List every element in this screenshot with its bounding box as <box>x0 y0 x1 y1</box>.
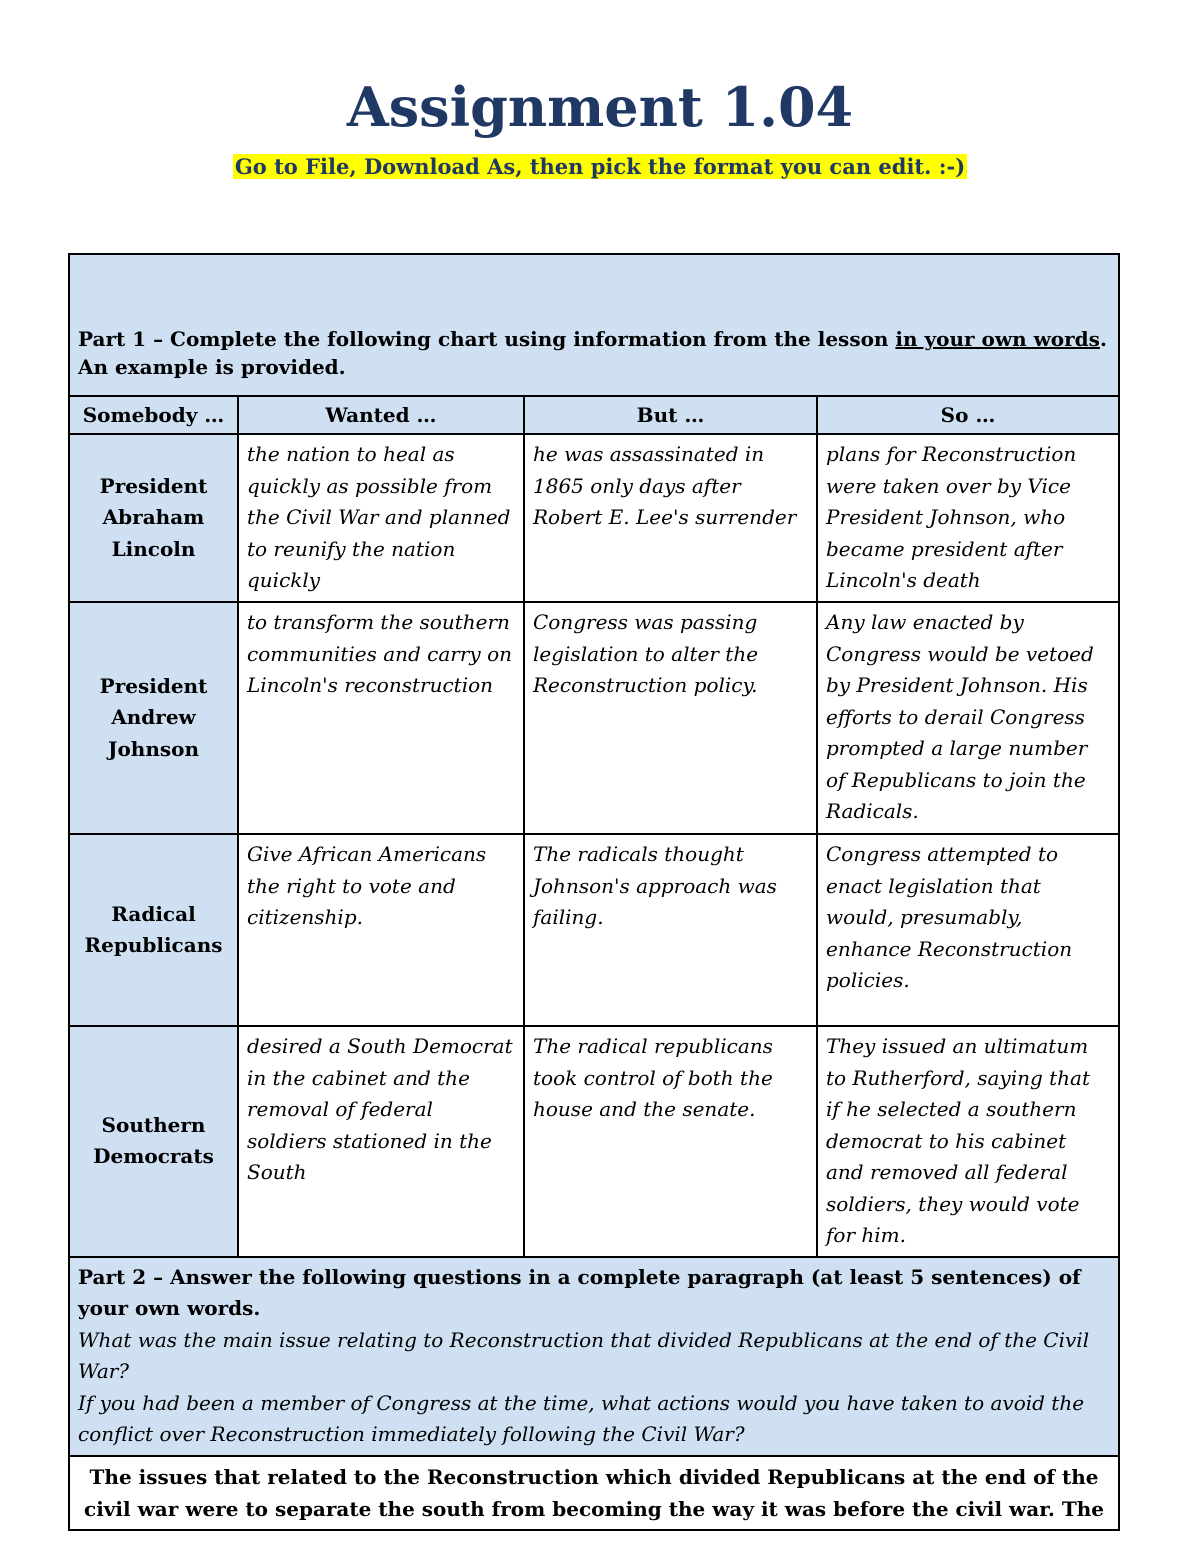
part1-lead: Part 1 – Complete the following chart using information from the lesson <box>78 327 896 351</box>
somebody-cell: President Abraham Lincoln <box>69 434 238 602</box>
part1-tail: . An example is provided. <box>78 327 1107 379</box>
table-row <box>69 1026 1119 1257</box>
table-row <box>69 602 1119 834</box>
instruction-text: Go to File, Download As, then pick the format you can edit. :-) <box>234 154 966 179</box>
part1-instructions <box>69 254 1119 396</box>
part2-question-1: What was the main issue relating to Reconstruction that divided Republicans at the end of the Civil War? <box>78 1327 1090 1383</box>
but-cell[interactable]: The radicals thought Johnson's approach was failing. <box>524 834 817 1026</box>
wanted-cell[interactable]: to transform the southern communities and carry on Lincoln's reconstruction <box>238 602 524 834</box>
column-header-wanted: Wanted … <box>238 396 524 434</box>
part1-underlined: in your own words <box>895 327 1100 351</box>
column-header-somebody: Somebody … <box>69 396 238 434</box>
wanted-cell[interactable]: desired a South Democrat in the cabinet and the removal of federal soldiers stationed in the South <box>238 1026 524 1257</box>
part2-heading: Part 2 – Answer the following questions in a complete paragraph (at least 5 sentences) of your own words. <box>78 1264 1081 1320</box>
but-cell[interactable]: he was assassinated in 1865 only days after Robert E. Lee's surrender <box>524 434 817 602</box>
so-cell[interactable]: plans for Reconstruction were taken over by Vice President Johnson, who became president after Lincoln's death <box>817 434 1119 602</box>
column-header-so: So … <box>817 396 1119 434</box>
table-header-row <box>69 396 1119 434</box>
part2-instructions <box>69 1257 1119 1456</box>
page-title: Assignment 1.04 <box>346 75 854 139</box>
but-cell[interactable]: Congress was passing legislation to alter the Reconstruction policy. <box>524 602 817 834</box>
somebody-cell: Radical Republicans <box>69 834 238 1026</box>
so-cell[interactable]: Congress attempted to enact legislation that would, presumably, enhance Reconstruction policies. <box>817 834 1119 1026</box>
part2-answer[interactable]: The issues that related to the Reconstruction which divided Republicans at the end of the civil war were to separate the south from becoming the way it was before the civil war. The <box>69 1456 1119 1530</box>
so-cell[interactable]: Any law enacted by Congress would be vetoed by President Johnson. His efforts to derail Congress prompted a large number of Republicans to join the Radicals. <box>817 602 1119 834</box>
table-row <box>69 434 1119 602</box>
instruction-banner <box>0 154 1200 179</box>
part2-question-2: If you had been a member of Congress at the time, what actions would you have taken to avoid the conflict over Reconstruction immediately following the Civil War? <box>78 1390 1085 1446</box>
so-cell[interactable]: They issued an ultimatum to Rutherford, saying that if he selected a southern democrat to his cabinet and removed all federal soldiers, they would vote for him. <box>817 1026 1119 1257</box>
wanted-cell[interactable]: the nation to heal as quickly as possible from the Civil War and planned to reunify the nation quickly <box>238 434 524 602</box>
but-cell[interactable]: The radical republicans took control of both the house and the senate. <box>524 1026 817 1257</box>
table-row <box>69 834 1119 1026</box>
wanted-cell[interactable]: Give African Americans the right to vote and citizenship. <box>238 834 524 1026</box>
somebody-cell: Southern Democrats <box>69 1026 238 1257</box>
column-header-but: But … <box>524 396 817 434</box>
somebody-cell: President Andrew Johnson <box>69 602 238 834</box>
assignment-table <box>68 253 1120 1531</box>
